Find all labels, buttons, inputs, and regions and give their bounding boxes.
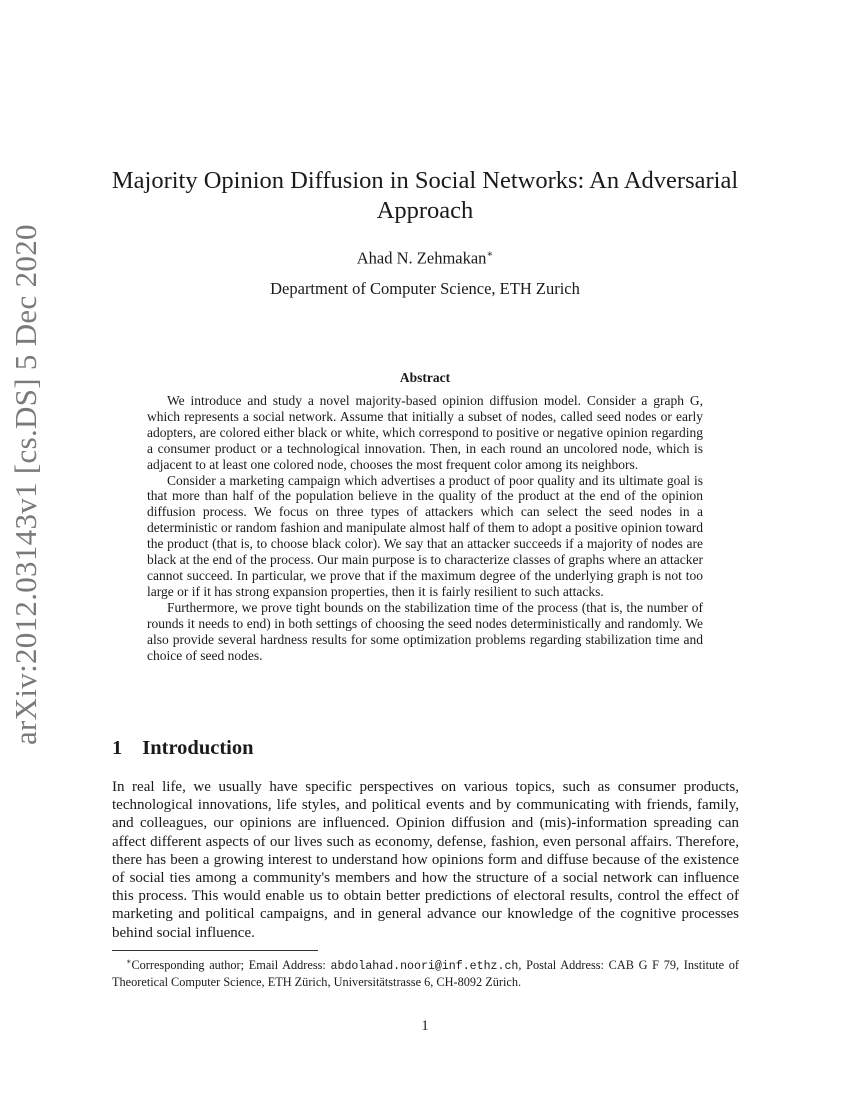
author-name: Ahad N. Zehmakan xyxy=(356,248,487,268)
introduction-paragraph: In real life, we usually have specific perspectives on various topics, such as consumer products, technological innovations, life styles, and political events and by communicating with friends, family, and colleagues, our opinions are influenced. Opinion diffusion and (mis)-information spreading can affect different aspects of our lives such as economy, defense, fashion, even personal affairs. Therefore, there has been a growing interest to understand how opinions form and diffuse because of the existence of social ties among a community's members and how the structure of a social network can influence this process. This would enable us to obtain better predictions of electoral results, control the effect of marketing and political campaigns, and in general advance our knowledge of the cognitive processes behind social influence. xyxy=(112,779,739,941)
section-title: Introduction xyxy=(142,737,254,759)
footnote xyxy=(112,954,739,990)
author-footnote-mark: ∗ xyxy=(486,249,494,260)
abstract-paragraph: We introduce and study a novel majority-based opinion diffusion model. Consider a graph G, which represents a social network. Assume that initially a subset of nodes, called seed nodes or early adopters, are colored either black or white, which correspond to positive or negative opinion regarding a consumer product or a technological innovation. Then, in each round an uncolored node, which is adjacent to at least one colored node, chooses the most frequent color among its neighbors. xyxy=(147,393,703,472)
section-number: 1 xyxy=(112,737,123,759)
abstract-paragraph: Furthermore, we prove tight bounds on the stabilization time of the process (that is, the number of rounds it needs to end) in both settings of choosing the seed nodes deterministically and randomly. We also provide several hardness results for some optimization problems regarding stabilization time and choice of seed nodes. xyxy=(147,599,703,663)
abstract-heading: Abstract xyxy=(399,370,451,385)
footnote-divider xyxy=(112,950,318,951)
author-line xyxy=(100,244,750,270)
arxiv-identifier: arXiv:2012.03143v1 [cs.DS] 5 Dec 2020 xyxy=(8,224,43,745)
footnote-email: abdolahad.noori@inf.ethz.ch xyxy=(330,960,519,974)
section-heading xyxy=(112,735,254,761)
page-number: 1 xyxy=(421,1018,429,1034)
footnote-text-before: Corresponding author; Email Address: xyxy=(131,958,331,973)
abstract-body xyxy=(147,393,703,663)
abstract-paragraph: Consider a marketing campaign which advertises a product of poor quality and its ultimate goal is that more than half of the population believe in the quality of the product at the end of the opinion diffusion process. We focus on three types of attackers which can select the seed nodes in a deterministic or random fashion and manipulate almost half of them to adopt a positive opinion toward the product (that is, to choose black color). We say that an attacker succeeds if a majority of nodes are black at the end of the process. Our main purpose is to characterize classes of graphs where an attacker cannot succeed. In particular, we prove that if the maximum degree of the underlying graph is not too large or if it has strong expansion properties, then it is fairly resilient to such attacks. xyxy=(147,472,703,599)
footnote-mark: ∗ xyxy=(126,957,132,966)
paper-title: Majority Opinion Diffusion in Social Networks: An Adversarial Approach xyxy=(111,167,739,224)
author-affiliation: Department of Computer Science, ETH Zurich xyxy=(270,279,580,298)
footnote-text-after: , Postal Address: CAB G F 79, Institute of Theoretical Computer Science, ETH Zürich, Universitätstrasse 6, CH-8092 Zürich. xyxy=(112,958,739,989)
